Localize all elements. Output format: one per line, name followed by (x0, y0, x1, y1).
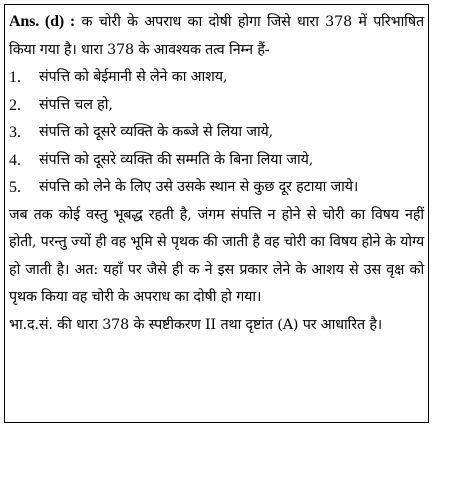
explanation-paragraph: जब तक कोई वस्तु भूबद्ध रहती है, जंगम संपत्ति न होने से चोरी का विषय नहीं होती, परन्तु ज्यों ही वह भूमि से पृथक की जाती है वह चोरी का विषय होने के योग्य हो जाती है। अत: यहाँ पर जैसे ही क ने इस प्रकार लेने के आशय से उस वृक्ष को पृथक किया वह चोरी के अपराध का दोषी हो गया। (9, 206, 424, 305)
list-item-text: संपत्ति को दूसरे व्यक्ति की सम्मति के बिना लिया जाये, (39, 151, 314, 168)
list-item-number: 4. (9, 151, 21, 169)
intro-paragraph (9, 8, 424, 64)
list-item-number: 1. (9, 69, 21, 86)
list-item (9, 92, 424, 120)
answer-box (4, 4, 429, 423)
list-item-text: संपत्ति को दूसरे व्यक्ति के कब्जे से लिया जाये, (39, 124, 274, 140)
intro-text: क चोरी के अपराध का दोषी होगा जिसे धारा 378 में परिभाषित किया गया है। धारा 378 के आवश्यक तत्व निम्न हैं- (9, 14, 424, 58)
list-item (9, 64, 424, 92)
essentials-list (9, 64, 424, 202)
list-item-text: संपत्ति को बेईमानी से लेने का आशय, (39, 69, 228, 85)
list-item-number: 3. (9, 124, 21, 141)
list-item-text: संपत्ति को लेने के लिए उसे उसके स्थान से कुछ दूर हटाया जाये। (39, 179, 359, 195)
list-item (9, 174, 424, 202)
list-item-text: संपत्ति चल हो, (39, 96, 113, 113)
reference-paragraph: भा.द.सं. की धारा 378 के स्पष्टीकरण II तथा दृष्टांत (A) पर आधारित है। (9, 316, 383, 333)
answer-label: Ans. (d) : (9, 13, 76, 30)
list-item (9, 147, 424, 175)
list-item-number: 2. (9, 96, 21, 114)
list-item (9, 119, 424, 147)
list-item-number: 5. (9, 179, 21, 196)
